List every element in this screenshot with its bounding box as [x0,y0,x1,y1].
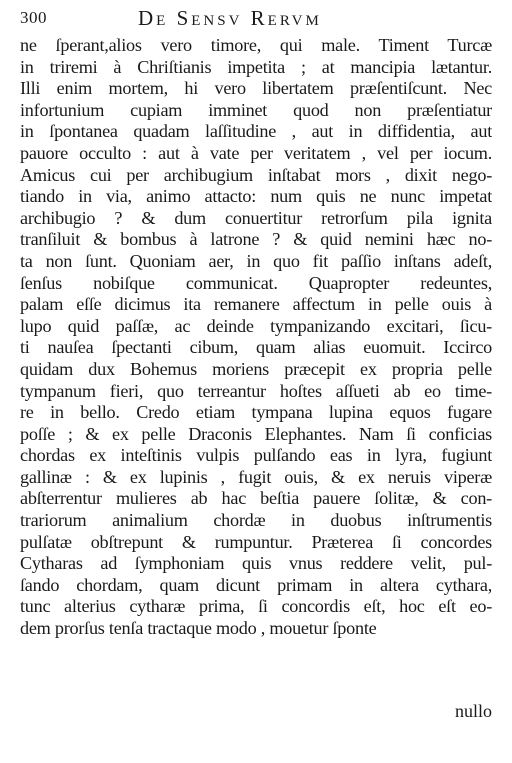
running-head: De Sensv Rervm [138,6,322,30]
text-line: Cytharas ad ſymphoniam quis vnus reddere velit, pul- [20,553,492,574]
text-line: pulſatæ obſtrepunt & rumpuntur. Præterea ſi concordes [20,531,492,552]
text-line: ſenſus nobiſque communicat. Quapropter redeuntes, [20,272,492,293]
text-line: tiando in via, animo attacto: num quis ne nunc impetat [20,186,492,207]
text-line: Illi enim mortem, hi vero libertatem præſentiſcunt. Nec [20,78,492,99]
text-line: pauore occulto : aut à vate per veritatem , vel per iocum. [20,142,492,163]
text-line: infortunium cupiam imminet quod non præſentiatur [20,99,492,120]
text-line: dem prorſus tenſa tractaque modo , mouetur ſponte [20,618,377,639]
text-line: Amicus cui per archibugium inſtabat mors , dixit nego- [20,164,492,185]
text-line: trariorum animalium chordæ in duobus inſtrumentis [20,510,492,531]
text-line: lupo quid paſſæ, ac deinde tympanizando excitari, ſicu- [20,315,492,336]
text-line: ne ſperant,alios vero timore, qui male. Timent Turcæ [20,35,492,55]
text-line: ti nauſea ſpectanti cibum, quam alias euomuit. Iccirco [20,337,492,358]
text-line: ſando chordam, quam dicunt primam in altera cythara, [20,574,492,595]
catchword: nullo [454,701,492,721]
text-line: chordas ex inteſtinis vulpis pulſando eas in lyra, fugiunt [20,445,492,466]
text-line: archibugio ? & dum conuertitur retrorſum pila ignita [20,207,492,228]
text-line: tympanum fieri, quo terreantur hoſtes aſſueti ab eo time- [20,380,492,401]
text-line: re in bello. Credo etiam tympana lupina equos fugare [20,402,492,423]
page-header [20,4,492,32]
text-line: ta non ſunt. Quoniam aer, in quo fit paſſio inſtans adeſt, [20,250,492,271]
text-line: in triremi à Chriſtianis impetita ; at mancipia lætantur. [20,56,492,77]
text-line: gallinæ : & ex lupinis , fugit ouis, & ex neruis viperæ [20,466,492,487]
text-line: tunc alterius cytharæ prima, ſi concordis eſt, hoc eſt eo- [20,596,492,617]
body-text [20,35,492,640]
text-line: abſterrentur mulieres ab hac beſtia pauere ſolitæ, & con- [20,488,492,509]
page-number: 300 [20,8,47,27]
text-line: quidam dux Bohemus moriens præcepit ex propria pelle [20,358,492,379]
text-line: in ſpontanea quadam laſſitudine , aut in diffidentia, aut [20,121,492,142]
text-line: tranſiluit & bombus à latrone ? & quid nemini hæc no- [20,229,492,250]
text-line: palam eſſe dicimus ita remanere affectum in pelle ouis à [20,294,492,315]
text-line: poſſe ; & ex pelle Draconis Elephantes. Nam ſi conficias [20,423,492,444]
